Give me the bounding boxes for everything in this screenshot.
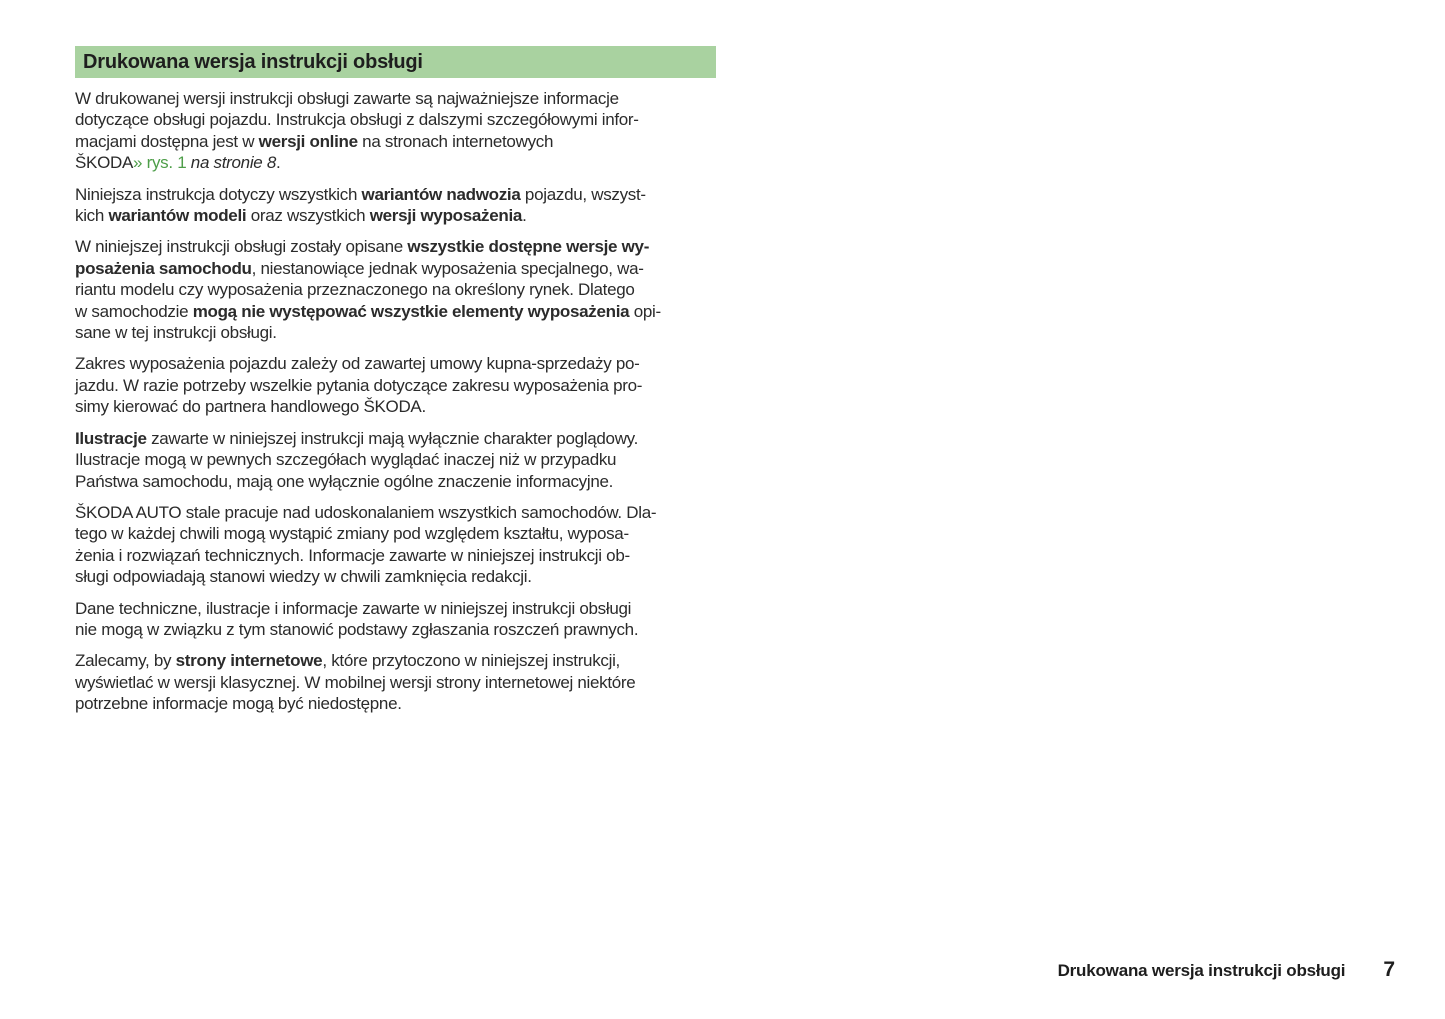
text-segment: ŠKODA AUTO stale pracuje nad udoskonalaniem wszystkich samochodów. Dla- xyxy=(75,502,657,522)
text-line xyxy=(75,449,716,470)
paragraph xyxy=(75,428,716,492)
text-segment: . xyxy=(276,153,281,173)
text-segment: Ilustracje mogą w pewnych szczegółach wyglądać inaczej niż w przypadku xyxy=(75,450,617,470)
text-line xyxy=(75,152,716,173)
text-segment: Dane techniczne, ilustracje i informacje zawarte w niniejszej instrukcji obsługi xyxy=(75,598,632,618)
text-segment: na stronach internetowych xyxy=(357,131,554,151)
text-segment: opi- xyxy=(629,301,661,321)
text-segment: w samochodzie xyxy=(75,301,193,321)
text-line xyxy=(75,523,716,544)
paragraphs xyxy=(75,88,716,715)
paragraph xyxy=(75,598,716,641)
cross-reference-link[interactable]: » rys. 1 xyxy=(133,153,187,173)
text-segment: , które przytoczono w niniejszej instrukcji, xyxy=(322,651,620,671)
paragraph xyxy=(75,650,716,714)
text-line xyxy=(75,322,716,343)
text-line xyxy=(75,131,716,152)
text-segment: kich xyxy=(75,206,109,226)
text-segment: Zakres wyposażenia pojazdu zależy od zawartej umowy kupna-sprzedaży po- xyxy=(75,354,640,374)
text-line xyxy=(75,301,716,322)
text-segment: dotyczące obsługi pojazdu. Instrukcja obsługi z dalszymi szczegółowymi infor- xyxy=(75,110,639,130)
text-line xyxy=(75,353,716,374)
text-segment: wersji online xyxy=(258,131,358,151)
text-segment: wariantów modeli xyxy=(108,206,247,226)
text-line xyxy=(75,693,716,714)
text-segment: zawarte w niniejszej instrukcji mają wyłącznie charakter poglądowy. xyxy=(146,428,639,448)
text-segment: pojazdu, wszyst- xyxy=(520,184,646,204)
text-segment: tego w każdej chwili mogą wystąpić zmiany pod względem kształtu, wyposa- xyxy=(75,524,629,544)
text-line xyxy=(75,428,716,449)
paragraph xyxy=(75,184,716,227)
text-segment: Niniejsza instrukcja dotyczy wszystkich xyxy=(75,184,362,204)
text-line xyxy=(75,619,716,640)
text-segment: wszystkie dostępne wersje wy- xyxy=(407,237,650,257)
text-segment: nie mogą w związku z tym stanowić podstawy zgłaszania roszczeń prawnych. xyxy=(75,619,639,639)
text-segment: Zalecamy, by xyxy=(75,651,176,671)
text-segment: wyświetlać w wersji klasycznej. W mobilnej wersji strony internetowej niektóre xyxy=(75,672,636,692)
text-segment: Państwa samochodu, mają one wyłącznie ogólne znaczenie informacyjne. xyxy=(75,471,614,491)
text-line xyxy=(75,598,716,619)
text-segment: strony internetowe xyxy=(175,651,323,671)
text-line xyxy=(75,471,716,492)
paragraph xyxy=(75,88,716,174)
text-segment: wersji wyposażenia xyxy=(369,206,523,226)
paragraph xyxy=(75,353,716,417)
text-line xyxy=(75,650,716,671)
text-line xyxy=(75,109,716,130)
text-line xyxy=(75,258,716,279)
text-line xyxy=(75,566,716,587)
text-line xyxy=(75,545,716,566)
text-segment: W drukowanej wersji instrukcji obsługi zawarte są najważniejsze informacje xyxy=(75,89,619,108)
paragraph xyxy=(75,236,716,343)
text-segment: Ilustracje xyxy=(75,428,147,448)
text-line xyxy=(75,672,716,693)
footer-page-number: 7 xyxy=(1383,958,1395,981)
text-segment: na stronie 8 xyxy=(186,153,277,173)
text-line xyxy=(75,502,716,523)
text-segment: ŠKODA xyxy=(75,153,134,173)
text-column xyxy=(75,46,716,725)
text-segment: macjami dostępna jest w xyxy=(75,131,259,151)
text-line xyxy=(75,184,716,205)
text-segment: W niniejszej instrukcji obsługi zostały opisane xyxy=(75,237,408,257)
text-line xyxy=(75,279,716,300)
footer-chapter-title: Drukowana wersja instrukcji obsługi xyxy=(1057,961,1346,980)
text-segment: . xyxy=(522,206,527,226)
text-line xyxy=(75,236,716,257)
text-segment: posażenia samochodu xyxy=(75,258,252,278)
page-footer xyxy=(1058,958,1395,982)
text-line xyxy=(75,396,716,417)
text-segment: oraz wszystkich xyxy=(246,206,370,226)
text-line xyxy=(75,88,716,109)
text-line xyxy=(75,375,716,396)
text-segment: mogą nie występować wszystkie elementy wyposażenia xyxy=(192,301,630,321)
text-segment: wariantów nadwozia xyxy=(361,184,521,204)
paragraph xyxy=(75,502,716,588)
text-segment: żenia i rozwiązań technicznych. Informacje zawarte w niniejszej instrukcji ob- xyxy=(75,545,630,565)
text-segment: jazdu. W razie potrzeby wszelkie pytania dotyczące zakresu wyposażenia pro- xyxy=(75,375,643,395)
text-segment: potrzebne informacje mogą być niedostępne. xyxy=(75,694,402,714)
section-title: Drukowana wersja instrukcji obsługi xyxy=(83,50,423,73)
text-line xyxy=(75,205,716,226)
text-segment: simy kierować do partnera handlowego ŠKODA. xyxy=(75,397,426,417)
text-segment: sane w tej instrukcji obsługi. xyxy=(75,323,277,343)
text-segment: sługi odpowiadają stanowi wiedzy w chwili zamknięcia redakcji. xyxy=(75,567,532,587)
text-segment: riantu modelu czy wyposażenia przeznaczonego na określony rynek. Dlatego xyxy=(75,280,635,300)
section-header-bar xyxy=(75,46,716,78)
text-segment: , niestanowiące jednak wyposażenia specjalnego, wa- xyxy=(251,258,644,278)
